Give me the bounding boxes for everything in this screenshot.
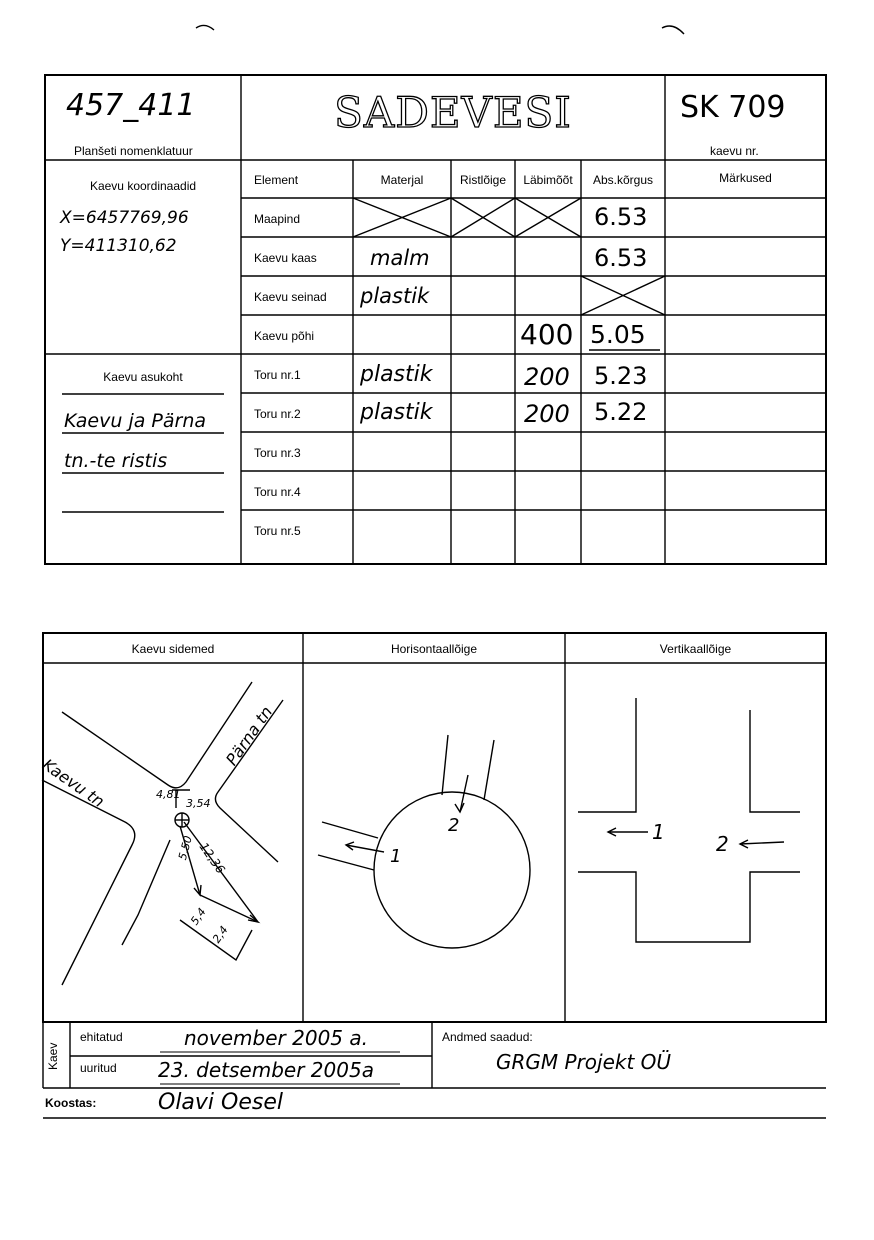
coords-label: Kaevu koordinaadid xyxy=(89,179,197,193)
row-element: Toru nr.2 xyxy=(254,407,301,421)
location-line1: Kaevu ja Pärna xyxy=(64,410,206,432)
street-parna: Pärna tn xyxy=(222,702,277,769)
vertical-label: Vertikaallõige xyxy=(659,642,732,656)
row-material: plastik xyxy=(360,284,430,308)
row-element: Toru nr.5 xyxy=(254,524,301,538)
tie-d1: 4,81 xyxy=(156,788,181,801)
row-element: Kaevu seinad xyxy=(254,290,327,304)
header-notes: Märkused xyxy=(719,171,772,185)
horizontal-drawing xyxy=(318,735,530,948)
row-element: Maapind xyxy=(254,212,301,226)
tie-d4: 5,50 xyxy=(176,834,195,862)
horizontal-pipe-2: 2 xyxy=(448,815,460,836)
header-material: Materjal xyxy=(380,173,424,187)
tie-d3: 12,36 xyxy=(196,840,228,877)
vertical-pipe-2: 2 xyxy=(716,832,729,856)
row-diameter: 200 xyxy=(524,400,570,428)
row-element: Kaevu põhi xyxy=(254,329,315,343)
row-diameter: 400 xyxy=(520,318,574,351)
header-diameter: Läbimõõt xyxy=(523,173,573,187)
side-label: Kaev xyxy=(46,1042,60,1070)
header-cross: Ristlõige xyxy=(459,173,507,187)
ties-label: Kaevu sidemed xyxy=(131,642,215,656)
location-label: Kaevu asukoht xyxy=(103,370,183,384)
row-element: Toru nr.3 xyxy=(254,446,301,460)
row-height: 6.53 xyxy=(594,203,648,231)
row-diameter: 200 xyxy=(524,363,570,391)
location-line2: tn.-te ristis xyxy=(64,450,168,472)
author-signature: Olavi Oesel xyxy=(158,1090,283,1115)
tie-d6: 2,4 xyxy=(210,923,231,946)
row-element: Toru nr.4 xyxy=(254,485,301,499)
sheet-number: 457_411 xyxy=(66,88,196,123)
built-value: november 2005 a. xyxy=(184,1026,368,1050)
row-height: 5.23 xyxy=(594,362,648,390)
data-source-value: GRGM Projekt OÜ xyxy=(496,1050,672,1074)
street-kaevu: Kaevu tn xyxy=(39,755,108,812)
horizontal-label: Horisontaallõige xyxy=(390,642,478,656)
well-label: kaevu nr. xyxy=(710,144,759,158)
row-height: 6.53 xyxy=(594,244,648,272)
author-label: Koostas: xyxy=(45,1096,97,1110)
row-material: malm xyxy=(370,246,430,270)
sheet-label: Planšeti nomenklatuur xyxy=(74,144,193,158)
header-height: Abs.kõrgus xyxy=(592,173,654,187)
row-element: Kaevu kaas xyxy=(254,251,317,265)
data-source-label: Andmed saadud: xyxy=(442,1030,533,1044)
coord-y: Y=411310,62 xyxy=(60,236,177,256)
built-label: ehitatud xyxy=(80,1030,123,1044)
header-element: Element xyxy=(254,173,299,187)
row-element: Toru nr.1 xyxy=(254,368,301,382)
surveyed-label: uuritud xyxy=(80,1061,117,1075)
page-title: SADEVESI xyxy=(334,88,572,137)
tie-d5: 5,4 xyxy=(188,905,209,928)
row-material: plastik xyxy=(360,362,433,387)
vertical-drawing xyxy=(578,698,800,942)
row-height: 5.05 xyxy=(590,320,646,349)
vertical-pipe-1: 1 xyxy=(652,820,665,844)
horizontal-pipe-1: 1 xyxy=(390,846,402,867)
well-number: SK 709 xyxy=(680,90,786,125)
row-height: 5.22 xyxy=(594,398,648,426)
coord-x: X=6457769,96 xyxy=(60,208,189,228)
surveyed-value: 23. detsember 2005a xyxy=(158,1058,374,1082)
tie-d2: 3,54 xyxy=(186,797,211,810)
row-material: plastik xyxy=(360,400,433,425)
